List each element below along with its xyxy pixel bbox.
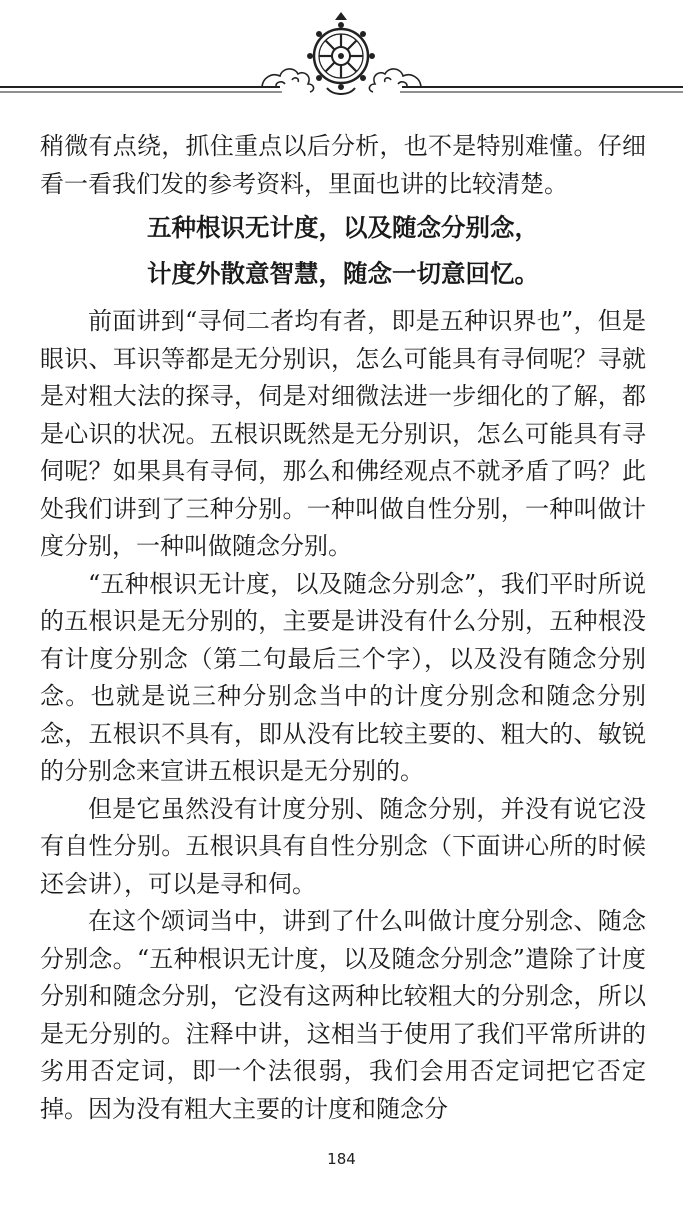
- header-rule-right: [400, 87, 683, 92]
- cloud-ornament-left: [262, 69, 314, 92]
- page-number: 184: [327, 1150, 356, 1168]
- header-rule-left: [0, 87, 282, 92]
- body-paragraph: “五种根识无计度，以及随念分别念”，我们平时所说的五根识是无分别的，主要是讲没有什么分别，五种根没有计度分别念（第二句最后三个字），以及没有随念分别念。也就是说三种分别念当中的计度分别念和随念分别念，五根识不具有，即从没有比较主要的、粗大的、敏锐的分别念来宣讲五根识是无分别的。: [40, 569, 646, 785]
- cloud-ornament-right: [369, 69, 421, 92]
- body-paragraph: 但是它虽然没有计度分别、随念分别，并没有说它没有自性分别。五根识具有自性分别念（下面讲心所的时候还会讲），可以是寻和伺。: [40, 794, 646, 898]
- dharma-wheel-icon: [307, 12, 375, 94]
- verse-line: 五种根识无计度，以及随念分别念，: [147, 213, 539, 242]
- header-ornament-graphic: [0, 0, 683, 112]
- page-header-ornament: [0, 0, 683, 112]
- body-paragraph: 前面讲到“寻伺二者均有者，即是五种识界也”，但是眼识、耳识等都是无分别识，怎么可能具有寻伺呢？寻就是对粗大法的探寻，伺是对细微法进一步细化的了解，都是心识的状况。五根识既然是无分别识，怎么可能具有寻伺呢？如果具有寻伺，那么和佛经观点不就矛盾了吗？此处我们讲到了三种分别。一种叫做自性分别，一种叫做计度分别，一种叫做随念分别。: [40, 307, 646, 560]
- page-body: [40, 128, 646, 1128]
- body-paragraph: 稍微有点绕，抓住重点以后分析，也不是特别难懂。仔细看一看我们发的参考资料，里面也讲的比较清楚。: [40, 132, 646, 198]
- verse-line: 计度外散意智慧，随念一切意回忆。: [147, 259, 539, 288]
- body-paragraph: 在这个颂词当中，讲到了什么叫做计度分别念、随念分别念。“五种根识无计度，以及随念分别念”遣除了计度分别和随念分别，它没有这两种比较粗大的分别念，所以是无分别的。注释中讲，这相当于使用了我们平常所讲的劣用否定词，即一个法很弱，我们会用否定词把它否定掉。因为没有粗大主要的计度和随念分: [40, 907, 646, 1123]
- verse-block: [40, 205, 646, 297]
